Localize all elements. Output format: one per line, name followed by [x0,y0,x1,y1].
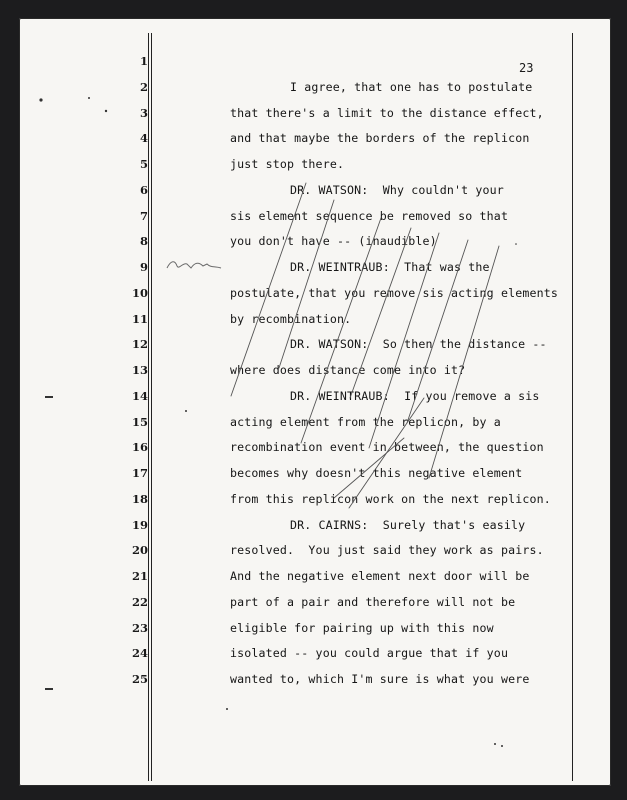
transcript-line: DR. CAIRNS: Surely that's easily [290,517,526,532]
line-number: 22 [131,594,148,609]
transcript-line: and that maybe the borders of the replicon [230,131,530,146]
transcript-line: you don't have -- (inaudible) [230,234,437,249]
line-number: 16 [131,440,148,455]
left-margin-rule [148,33,149,781]
line-number: 14 [131,388,148,403]
transcript-line: wanted to, which I'm sure is what you were [230,672,530,686]
line-number: 20 [131,543,148,558]
transcript-line: isolated -- you could argue that if you [230,646,509,661]
line-number: 25 [131,672,148,686]
line-number: 13 [131,363,148,377]
line-number: 4 [139,131,148,146]
transcript-line: that there's a limit to the distance effect, [230,105,544,120]
transcript-line: eligible for pairing up with this now [230,620,494,635]
transcript-line: postulate, that you remove sis acting elements [230,285,558,300]
line-number: 15 [131,414,148,429]
line-number: 12 [131,337,148,352]
left-margin-rule-double [151,33,152,781]
line-number: 3 [139,105,148,120]
line-number: 8 [139,234,148,249]
transcript-line: recombination event in between, the question [230,440,544,455]
transcript-line: And the negative element next door will be [230,569,530,583]
line-number: 9 [139,260,148,274]
transcript-line: acting element from the replicon, by a [230,414,501,429]
transcript-line: where does distance come into it? [230,363,466,377]
transcript-line: sis element sequence be removed so that [230,208,509,223]
transcript-line: resolved. You just said they work as pairs. [230,543,544,558]
transcript-line: DR. WEINTRAUB: If you remove a sis [290,388,540,403]
transcript-line: I agree, that one has to postulate [290,79,533,94]
line-number: 23 [131,620,148,635]
line-number: 1 [139,54,148,68]
line-number: 10 [131,285,148,300]
line-number: 18 [131,491,148,506]
line-number: 17 [131,466,148,480]
line-number: 11 [131,311,148,326]
page-number: 23 [519,61,534,75]
line-number: 7 [139,208,148,223]
transcript-line: just stop there. [230,157,345,171]
transcript-line: becomes why doesn't this negative element [230,466,523,480]
handwritten-margin-initials [165,254,225,276]
transcript-line: DR. WEINTRAUB: That was the [290,260,490,274]
document-page [19,18,611,786]
line-number: 21 [131,569,148,583]
line-number: 6 [139,182,148,197]
transcript-line: DR. WATSON: Why couldn't your [290,182,504,197]
line-number: 19 [131,517,148,532]
line-number: 24 [131,646,148,661]
transcript-line: by recombination. [230,311,352,326]
right-margin-rule [572,33,573,781]
transcript-line: part of a pair and therefore will not be [230,594,516,609]
line-number: 2 [139,79,148,94]
line-number: 5 [139,157,148,171]
transcript-line: DR. WATSON: So then the distance -- [290,337,547,352]
transcript-line: from this replicon work on the next replicon. [230,491,551,506]
